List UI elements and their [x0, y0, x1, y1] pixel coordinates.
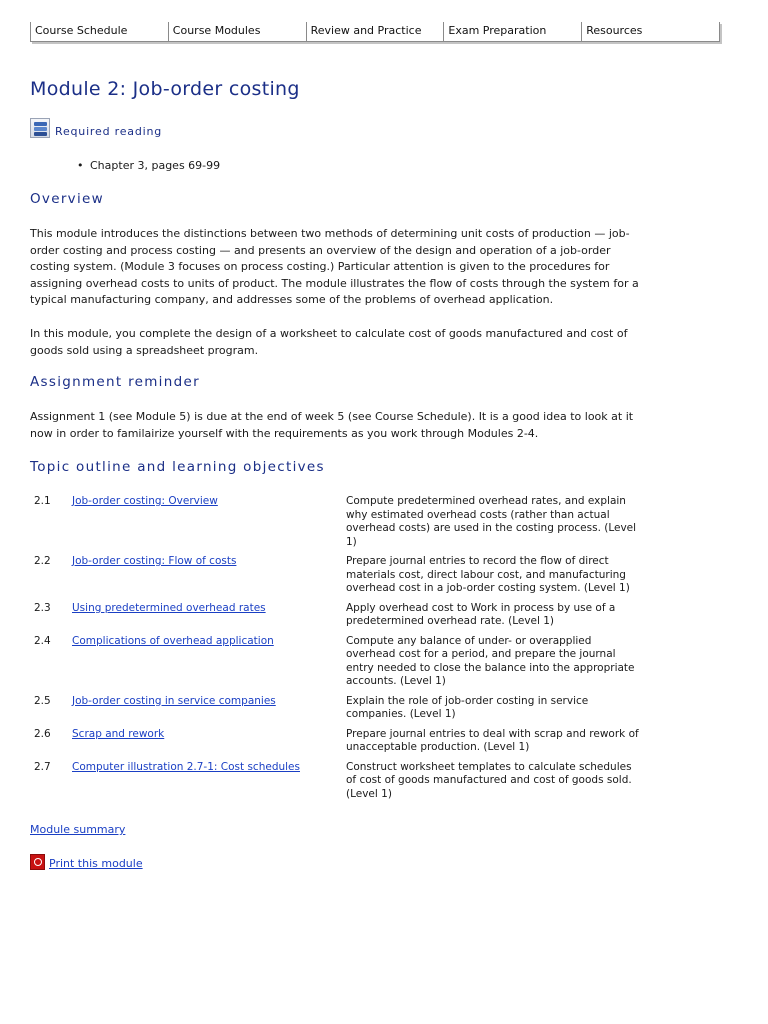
table-row [30, 495, 640, 549]
topic-number: 2.1 [34, 495, 51, 507]
table-row [30, 695, 640, 722]
topics-table [30, 495, 640, 807]
topic-objective: Compute predetermined overhead rates, and explain why estimated overhead costs (rather than actual overhead costs) are used in the costing process. (Level 1) [346, 495, 637, 548]
table-row [30, 555, 640, 596]
module-summary-link[interactable]: Module summary [30, 823, 126, 836]
topic-number: 2.6 [34, 727, 51, 740]
required-reading [30, 118, 162, 138]
topic-objective: Explain the role of job-order costing in service companies. (Level 1) [346, 694, 589, 720]
topic-link[interactable]: Complications of overhead application [72, 634, 274, 647]
topic-number: 2.4 [34, 634, 51, 647]
nav-resources[interactable]: Resources [586, 24, 643, 37]
topic-objective: Prepare journal entries to deal with scrap and rework of unacceptable production. (Level 1) [346, 727, 639, 753]
print-module-label[interactable]: Print this module [49, 857, 143, 870]
topic-link[interactable]: Job-order costing in service companies [72, 694, 276, 707]
topic-objective: Prepare journal entries to record the flow of direct materials cost, direct labour cost, and manufacturing overhead cost in a job-order costing system. (Level 1) [346, 555, 630, 594]
assignment-text: Assignment 1 (see Module 5) is due at the end of week 5 (see Course Schedule). It is a good idea to look at it now in order to familairize yourself with the requirements as you work through Modules 2-4. [30, 410, 634, 440]
print-module-link[interactable] [30, 854, 143, 870]
topic-link[interactable]: Using predetermined overhead rates [72, 601, 266, 614]
topic-objective: Compute any balance of under- or overapplied overhead cost for a period, and prepare the journal entry needed to close the balance into the appropriate accounts. (Level 1) [346, 634, 635, 687]
topic-number: 2.3 [34, 601, 51, 614]
table-row [30, 635, 640, 689]
assignment-heading: Assignment reminder [30, 374, 200, 390]
topics-heading: Topic outline and learning objectives [30, 459, 325, 475]
topic-number: 2.2 [34, 555, 51, 567]
table-row [30, 728, 640, 755]
topic-number: 2.7 [34, 760, 51, 773]
topic-link[interactable]: Job-order costing: Overview [72, 495, 218, 507]
nav-review-and-practice[interactable]: Review and Practice [307, 22, 445, 41]
overview-paragraph-1: This module introduces the distinctions between two methods of determining unit costs of production — job-order costing and process costing — and presents an overview of the design and operation of a job-order costing system. (Module 3 focuses on process costing.) Particular attention is given to the procedures for assigning overhead costs to units of product. The module illustrates the flow of costs through the system for a typical manufacturing company, and addresses some of the problems of overhead application. [30, 227, 639, 306]
book-stack-icon [30, 118, 50, 138]
topic-objective: Construct worksheet templates to calculate schedules of cost of goods manufactured and cost of goods sold. (Level 1) [346, 760, 632, 800]
nav-course-modules[interactable]: Course Modules [169, 22, 307, 41]
topic-link[interactable]: Job-order costing: Flow of costs [72, 555, 237, 567]
table-row [30, 761, 640, 802]
topic-number: 2.5 [34, 694, 51, 707]
top-navigation [30, 22, 720, 42]
nav-exam-preparation[interactable]: Exam Preparation [444, 22, 582, 41]
topic-objective: Apply overhead cost to Work in process by use of a predetermined overhead rate. (Level 1) [346, 601, 616, 627]
required-reading-label: Required reading [55, 125, 163, 138]
pdf-icon[interactable] [30, 854, 45, 870]
page-title: Module 2: Job-order costing [30, 78, 300, 100]
reading-item: • Chapter 3, pages 69-99 [90, 159, 220, 172]
table-row [30, 602, 640, 629]
topic-link[interactable]: Computer illustration 2.7-1: Cost schedules [72, 760, 300, 773]
overview-heading: Overview [30, 191, 104, 207]
topic-link[interactable]: Scrap and rework [72, 727, 165, 740]
nav-course-schedule[interactable]: Course Schedule [31, 22, 169, 41]
overview-paragraph-2: In this module, you complete the design of a worksheet to calculate cost of goods manufactured and cost of goods sold using a spreadsheet program. [30, 327, 628, 357]
